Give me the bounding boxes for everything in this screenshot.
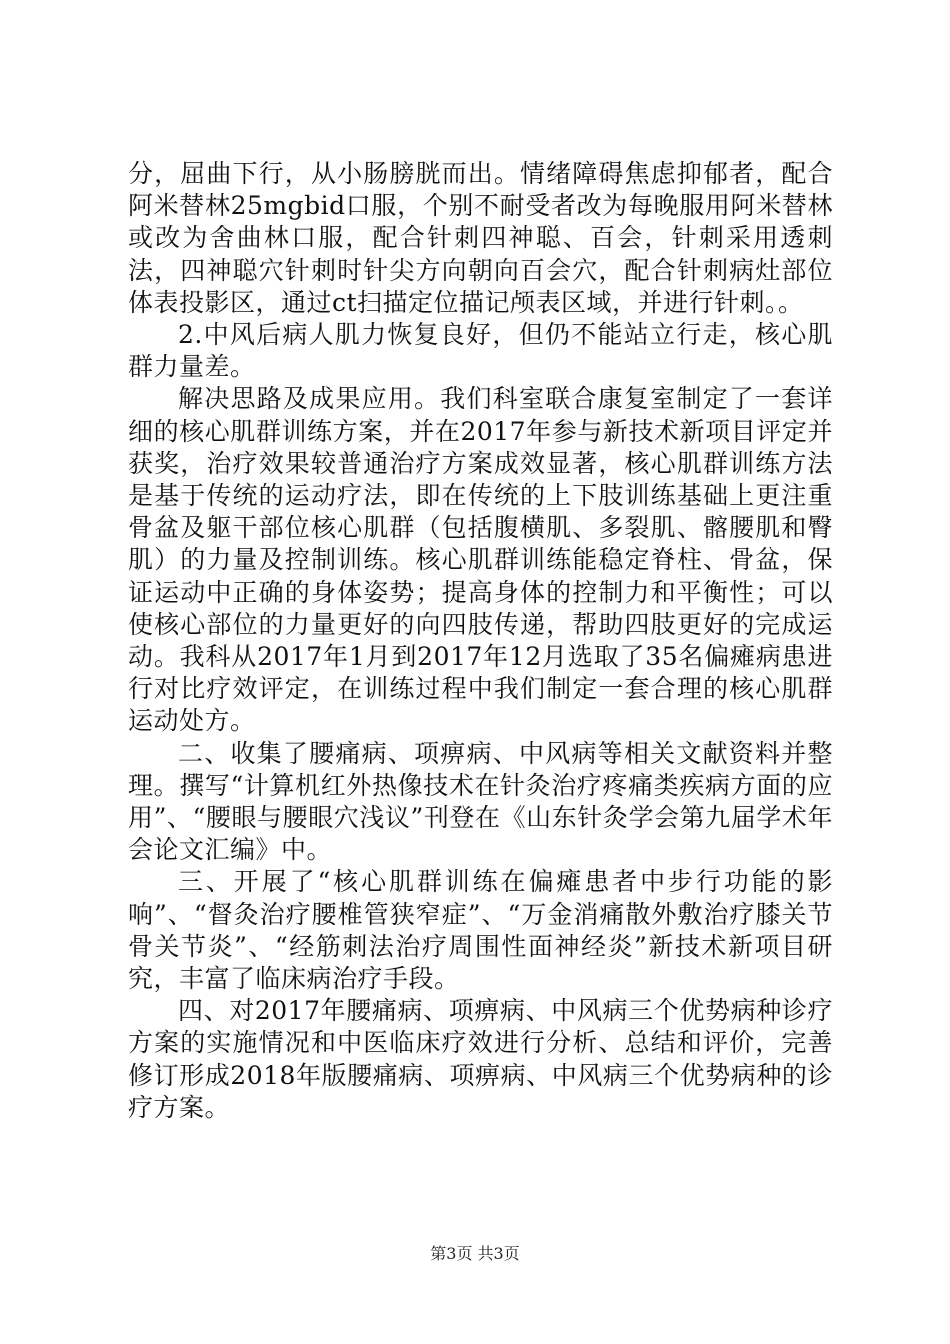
page-footer: 第3页 共3页 [430, 1244, 520, 1263]
paragraph-item-2: 2.中风后病人肌力恢复良好，但仍不能站立行走，核心肌群力量差。 [128, 320, 833, 382]
paragraph-section-two: 二、收集了腰痛病、项痹病、中风病等相关文献资料并整理。撰写“计算机红外热像技术在针灸治疗疼痛类疾病方面的应用”、“腰眼与腰眼穴浅议”刊登在《山东针灸学会第九届学术年会论文汇编》中。 [128, 738, 833, 865]
paragraph-solution: 解决思路及成果应用。我们科室联合康复室制定了一套详细的核心肌群训练方案，并在2017年参与新技术新项目评定并获奖，治疗效果较普通治疗方案成效显著，核心肌群训练方法是基于传统的运动疗法，即在传统的上下肢训练基础上更注重骨盆及躯干部位核心肌群（包括腹横肌、多裂肌、髂腰肌和臀肌）的力量及控制训练。核心肌群训练能稳定脊柱、骨盆，保证运动中正确的身体姿势；提高身体的控制力和平衡性；可以使核心部位的力量更好的向四肢传递，帮助四肢更好的完成运动。我科从2017年1月到2017年12月选取了35名偏瘫病患进行对比疗效评定，在训练过程中我们制定一套合理的核心肌群运动处方。 [128, 384, 833, 736]
paragraph-section-three: 三、开展了“核心肌群训练在偏瘫患者中步行功能的影响”、“督灸治疗腰椎管狭窄症”、“万金消痛散外敷治疗膝关节骨关节炎”、“经筋刺法治疗周围性面神经炎”新技术新项目研究，丰富了临床病治疗手段。 [128, 867, 833, 994]
paragraph-section-four: 四、对2017年腰痛病、项痹病、中风病三个优势病种诊疗方案的实施情况和中医临床疗效进行分析、总结和评价，完善修订形成2018年版腰痛病、项痹病、中风病三个优势病种的诊疗方案。 [128, 996, 833, 1122]
paragraph-continuation: 分，屈曲下行，从小肠膀胱而出。情绪障碍焦虑抑郁者，配合阿米替林25mgbid口服，个别不耐受者改为每晚服用阿米替林或改为舍曲林口服，配合针刺四神聪、百会，针刺采用透刺法，四神聪穴针刺时针尖方向朝向百会穴，配合针刺病灶部位体表投影区，通过ct扫描定位描记颅表区域，并进行针刺。。 [128, 159, 833, 317]
document-body [128, 158, 833, 1124]
